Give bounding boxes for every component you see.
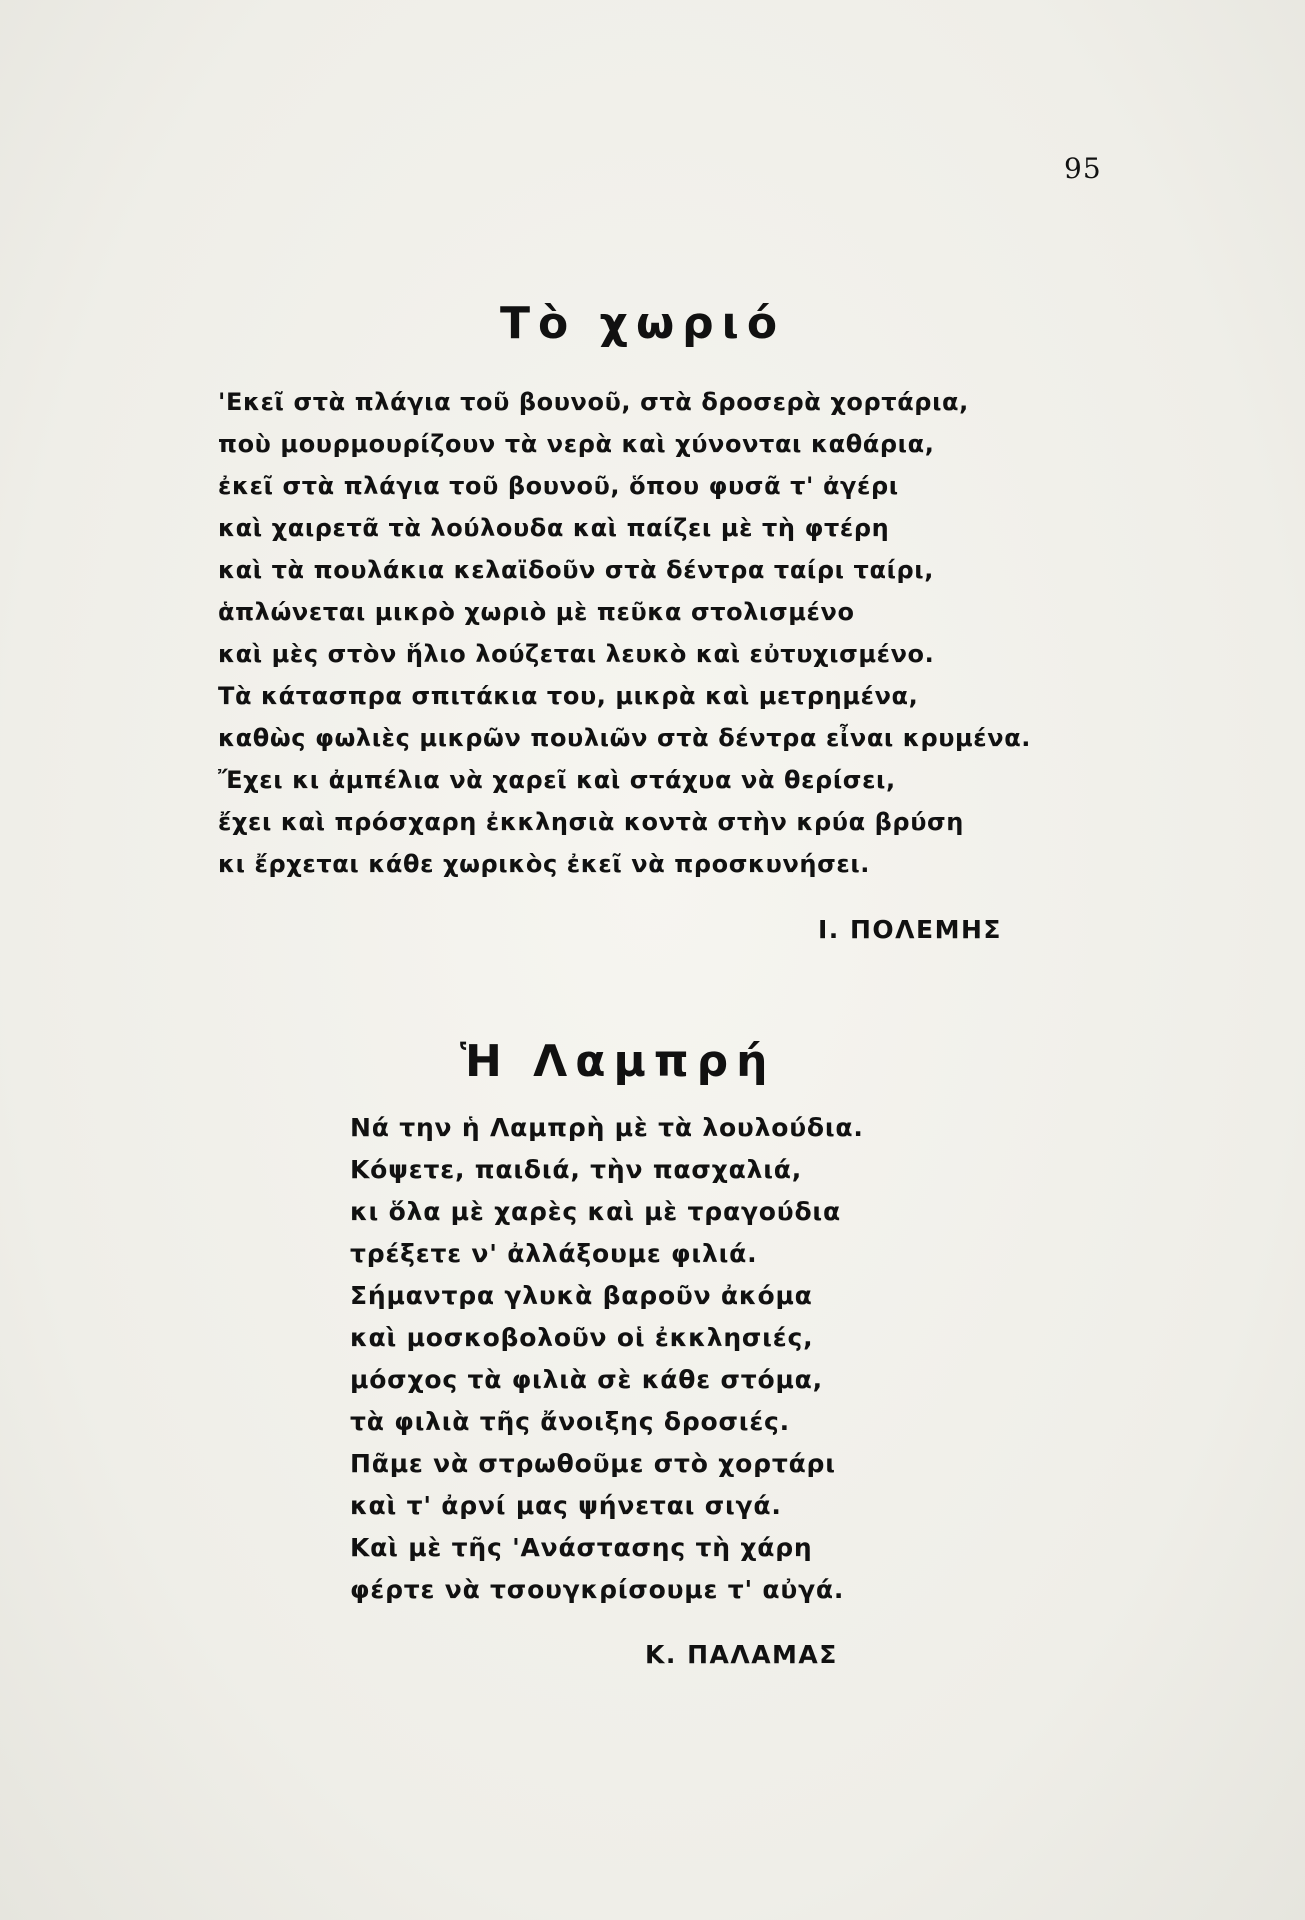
poem-author: Ι. ΠΟΛΕΜΗΣ: [818, 915, 1002, 944]
poem-line: Ἔχει κι ἀμπέλια νὰ χαρεῖ καὶ στάχυα νὰ θερίσει,: [218, 766, 896, 794]
poem-line: ἐκεῖ στὰ πλάγια τοῦ βουνοῦ, ὅπου φυσᾶ τ' ἀγέρι: [218, 472, 899, 500]
poem-line: καὶ τὰ πουλάκια κελαϊδοῦν στὰ δέντρα ταίρι ταίρι,: [218, 556, 934, 584]
poem-line: Πᾶμε νὰ στρωθοῦμε στὸ χορτάρι: [350, 1449, 836, 1478]
poem-line: καὶ μοσκοβολοῦν οἱ ἐκκλησιές,: [350, 1323, 814, 1352]
poem-line: ἁπλώνεται μικρὸ χωριὸ μὲ πεῦκα στολισμένο: [218, 598, 855, 626]
poem-line: Καὶ μὲ τῆς 'Ανάστασης τὴ χάρη: [350, 1533, 813, 1562]
poem-line: Τὰ κάτασπρα σπιτάκια του, μικρὰ καὶ μετρημένα,: [218, 682, 919, 710]
poem-line: καὶ τ' ἀρνί μας ψήνεται σιγά.: [350, 1491, 782, 1520]
poem-line: Νά την ἡ Λαμπρὴ μὲ τὰ λουλούδια.: [350, 1113, 864, 1142]
poem-line: καὶ μὲς στὸν ἥλιο λούζεται λευκὸ καὶ εὐτυχισμένο.: [218, 640, 935, 668]
poem-line: ἔχει καὶ πρόσχαρη ἐκκλησιὰ κοντὰ στὴν κρύα βρύση: [218, 808, 964, 836]
poem-line: 'Εκεῖ στὰ πλάγια τοῦ βουνοῦ, στὰ δροσερὰ χορτάρια,: [218, 388, 969, 416]
poem-line: ποὺ μουρμουρίζουν τὰ νερὰ καὶ χύνονται καθάρια,: [218, 430, 935, 458]
poem-line: καὶ χαιρετᾶ τὰ λούλουδα καὶ παίζει μὲ τὴ φτέρη: [218, 514, 890, 542]
poem-line: καθὼς φωλιὲς μικρῶν πουλιῶν στὰ δέντρα εἶναι κρυμένα.: [218, 724, 1032, 752]
poem-title: Τὸ χωριό: [500, 298, 786, 349]
poem-body: [350, 1107, 864, 1611]
page-number: 95: [1064, 152, 1102, 185]
poem-title: Ἡ Λαμπρή: [460, 1036, 776, 1087]
poem-line: κι ὅλα μὲ χαρὲς καὶ μὲ τραγούδια: [350, 1197, 841, 1226]
poem-line: μόσχος τὰ φιλιὰ σὲ κάθε στόμα,: [350, 1365, 823, 1394]
poem-line: κι ἔρχεται κάθε χωρικὸς ἐκεῖ νὰ προσκυνήσει.: [218, 850, 871, 878]
poem-line: Κόψετε, παιδιά, τὴν πασχαλιά,: [350, 1155, 803, 1184]
poem-author: Κ. ΠΑΛΑΜΑΣ: [645, 1640, 838, 1669]
poem-line: φέρτε νὰ τσουγκρίσουμε τ' αὐγά.: [350, 1575, 845, 1604]
poem-body: [218, 381, 1031, 885]
poem-line: Σήμαντρα γλυκὰ βαροῦν ἀκόμα: [350, 1281, 813, 1310]
poem-line: τρέξετε ν' ἀλλάξουμε φιλιά.: [350, 1239, 758, 1268]
poem-line: τὰ φιλιὰ τῆς ἄνοιξης δροσιές.: [350, 1407, 790, 1436]
